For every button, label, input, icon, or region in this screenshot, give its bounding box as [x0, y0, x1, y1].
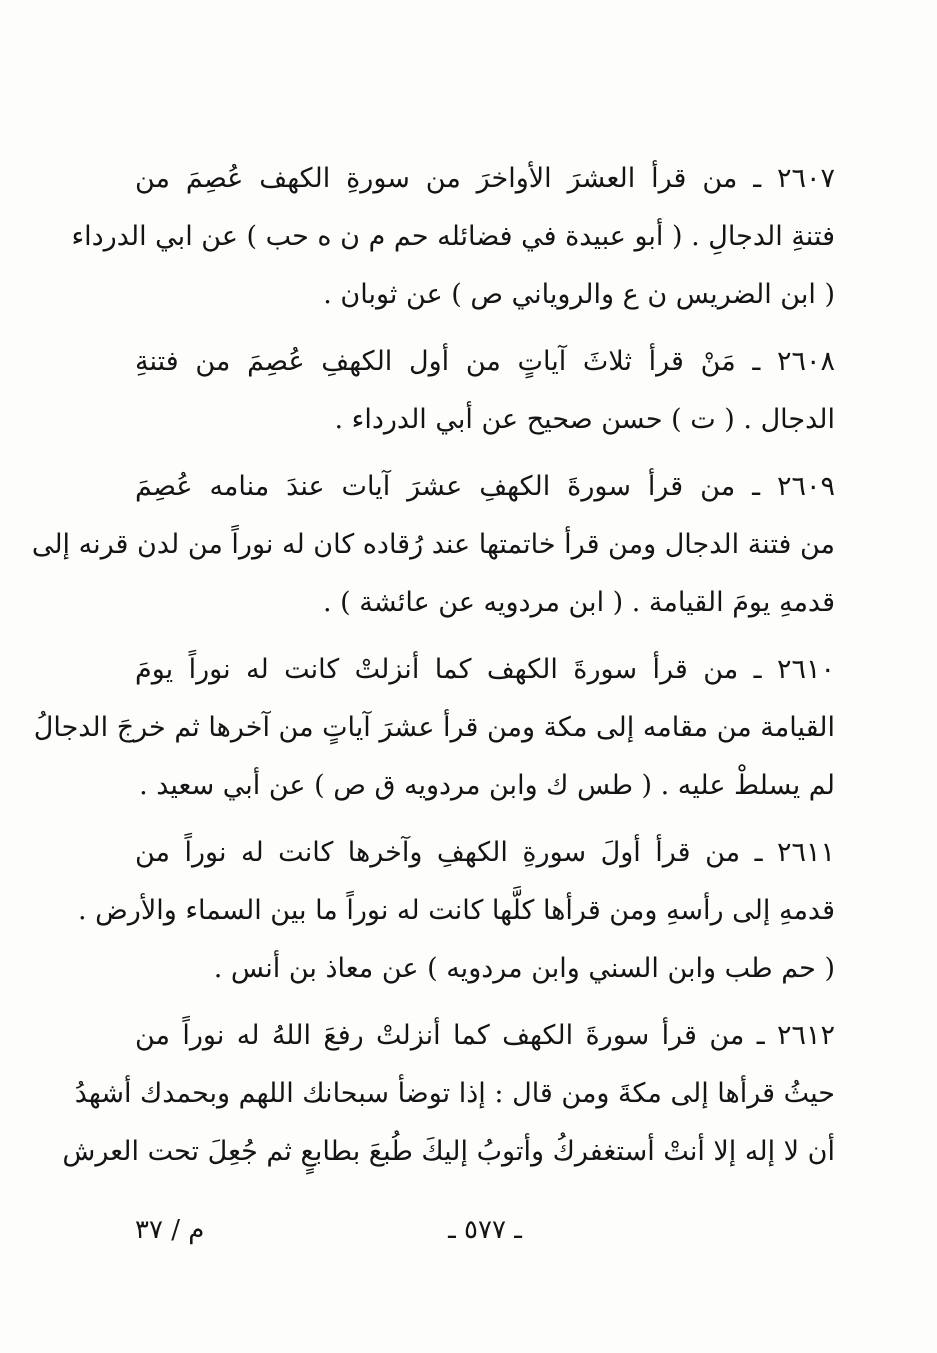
text-line: فتنةِ الدجالِ . ( أبو عبيدة في فضائله حم م ن ه حب ) عن ابي الدرداء	[71, 221, 835, 252]
text-line: حيثُ قرأها إلى مكةَ ومن قال : إذا توضأ سبحانك اللهم وبحمدك أشهدُ	[74, 1078, 835, 1109]
paragraph-gap	[135, 324, 835, 333]
text-line: من فتنة الدجال ومن قرأ خاتمتها عند رُقاده كان له نوراً من لدن قرنه إلى	[31, 529, 835, 560]
text-line: قدمهِ إلى رأسهِ ومن قرأها كلَّها كانت له نوراً ما بين السماء والأرض .	[77, 895, 835, 926]
text-line: ٢٦١١ ـ من قرأ أولَ سورةِ الكهفِ وآخرها كانت له نوراً من	[135, 837, 835, 868]
hadith-2610	[33, 641, 835, 815]
text-line: ( حم طب وابن السني وابن مردويه ) عن معاذ بن أنس .	[213, 953, 835, 984]
hadith-2609	[31, 458, 835, 632]
text-line: ٢٦٠٩ ـ من قرأ سورةَ الكهفِ عشرَ آيات عندَ منامه عُصِمَ	[135, 471, 835, 502]
paragraph-gap	[135, 632, 835, 641]
paragraph-gap	[135, 998, 835, 1007]
paragraph-gap	[135, 449, 835, 458]
text-line: قدمهِ يومَ القيامة . ( ابن مردويه عن عائشة ) .	[322, 587, 835, 618]
text-line: ( ابن الضريس ن ع والروياني ص ) عن ثوبان .	[323, 279, 835, 310]
text-line: أن لا إله إلا أنتْ أستغفركُ وأتوبُ إليكَ طُبعَ بطابعٍ ثم جُعِلَ تحت العرش	[62, 1136, 835, 1167]
text-line: القيامة من مقامه إلى مكة ومن قرأ عشرَ آياتٍ من آخرها ثم خرجَ الدجالُ	[33, 712, 835, 743]
hadith-text-block	[31, 150, 835, 1181]
hadith-2607	[71, 150, 835, 324]
text-line: ٢٦٠٧ ـ من قرأ العشرَ الأواخرَ من سورةِ الكهف عُصِمَ من	[135, 163, 835, 194]
hadith-2608	[135, 333, 835, 449]
text-line: ٢٦١٠ ـ من قرأ سورةَ الكهف كما أنزلتْ كانت له نوراً يومَ	[135, 654, 835, 685]
page-footer	[135, 1205, 835, 1255]
page-number: ـ ٥٧٧ ـ	[448, 1215, 522, 1245]
text-line: ٢٦٠٨ ـ مَنْ قرأ ثلاثَ آياتٍ من أول الكهفِ عُصِمَ من فتنةِ	[135, 346, 835, 377]
text-line: ٢٦١٢ ـ من قرأ سورةَ الكهف كما أنزلتْ رفعَ اللهُ له نوراً من	[135, 1020, 835, 1051]
text-line: الدجال . ( ت ) حسن صحيح عن أبي الدرداء .	[334, 404, 835, 435]
paragraph-gap	[135, 815, 835, 824]
hadith-2611	[77, 824, 835, 998]
text-line: لم يسلطْ عليه . ( طس ك وابن مردويه ق ص ) عن أبي سعيد .	[139, 770, 835, 801]
printer-signature: م / ٣٧	[135, 1215, 205, 1245]
hadith-2612	[62, 1007, 835, 1181]
